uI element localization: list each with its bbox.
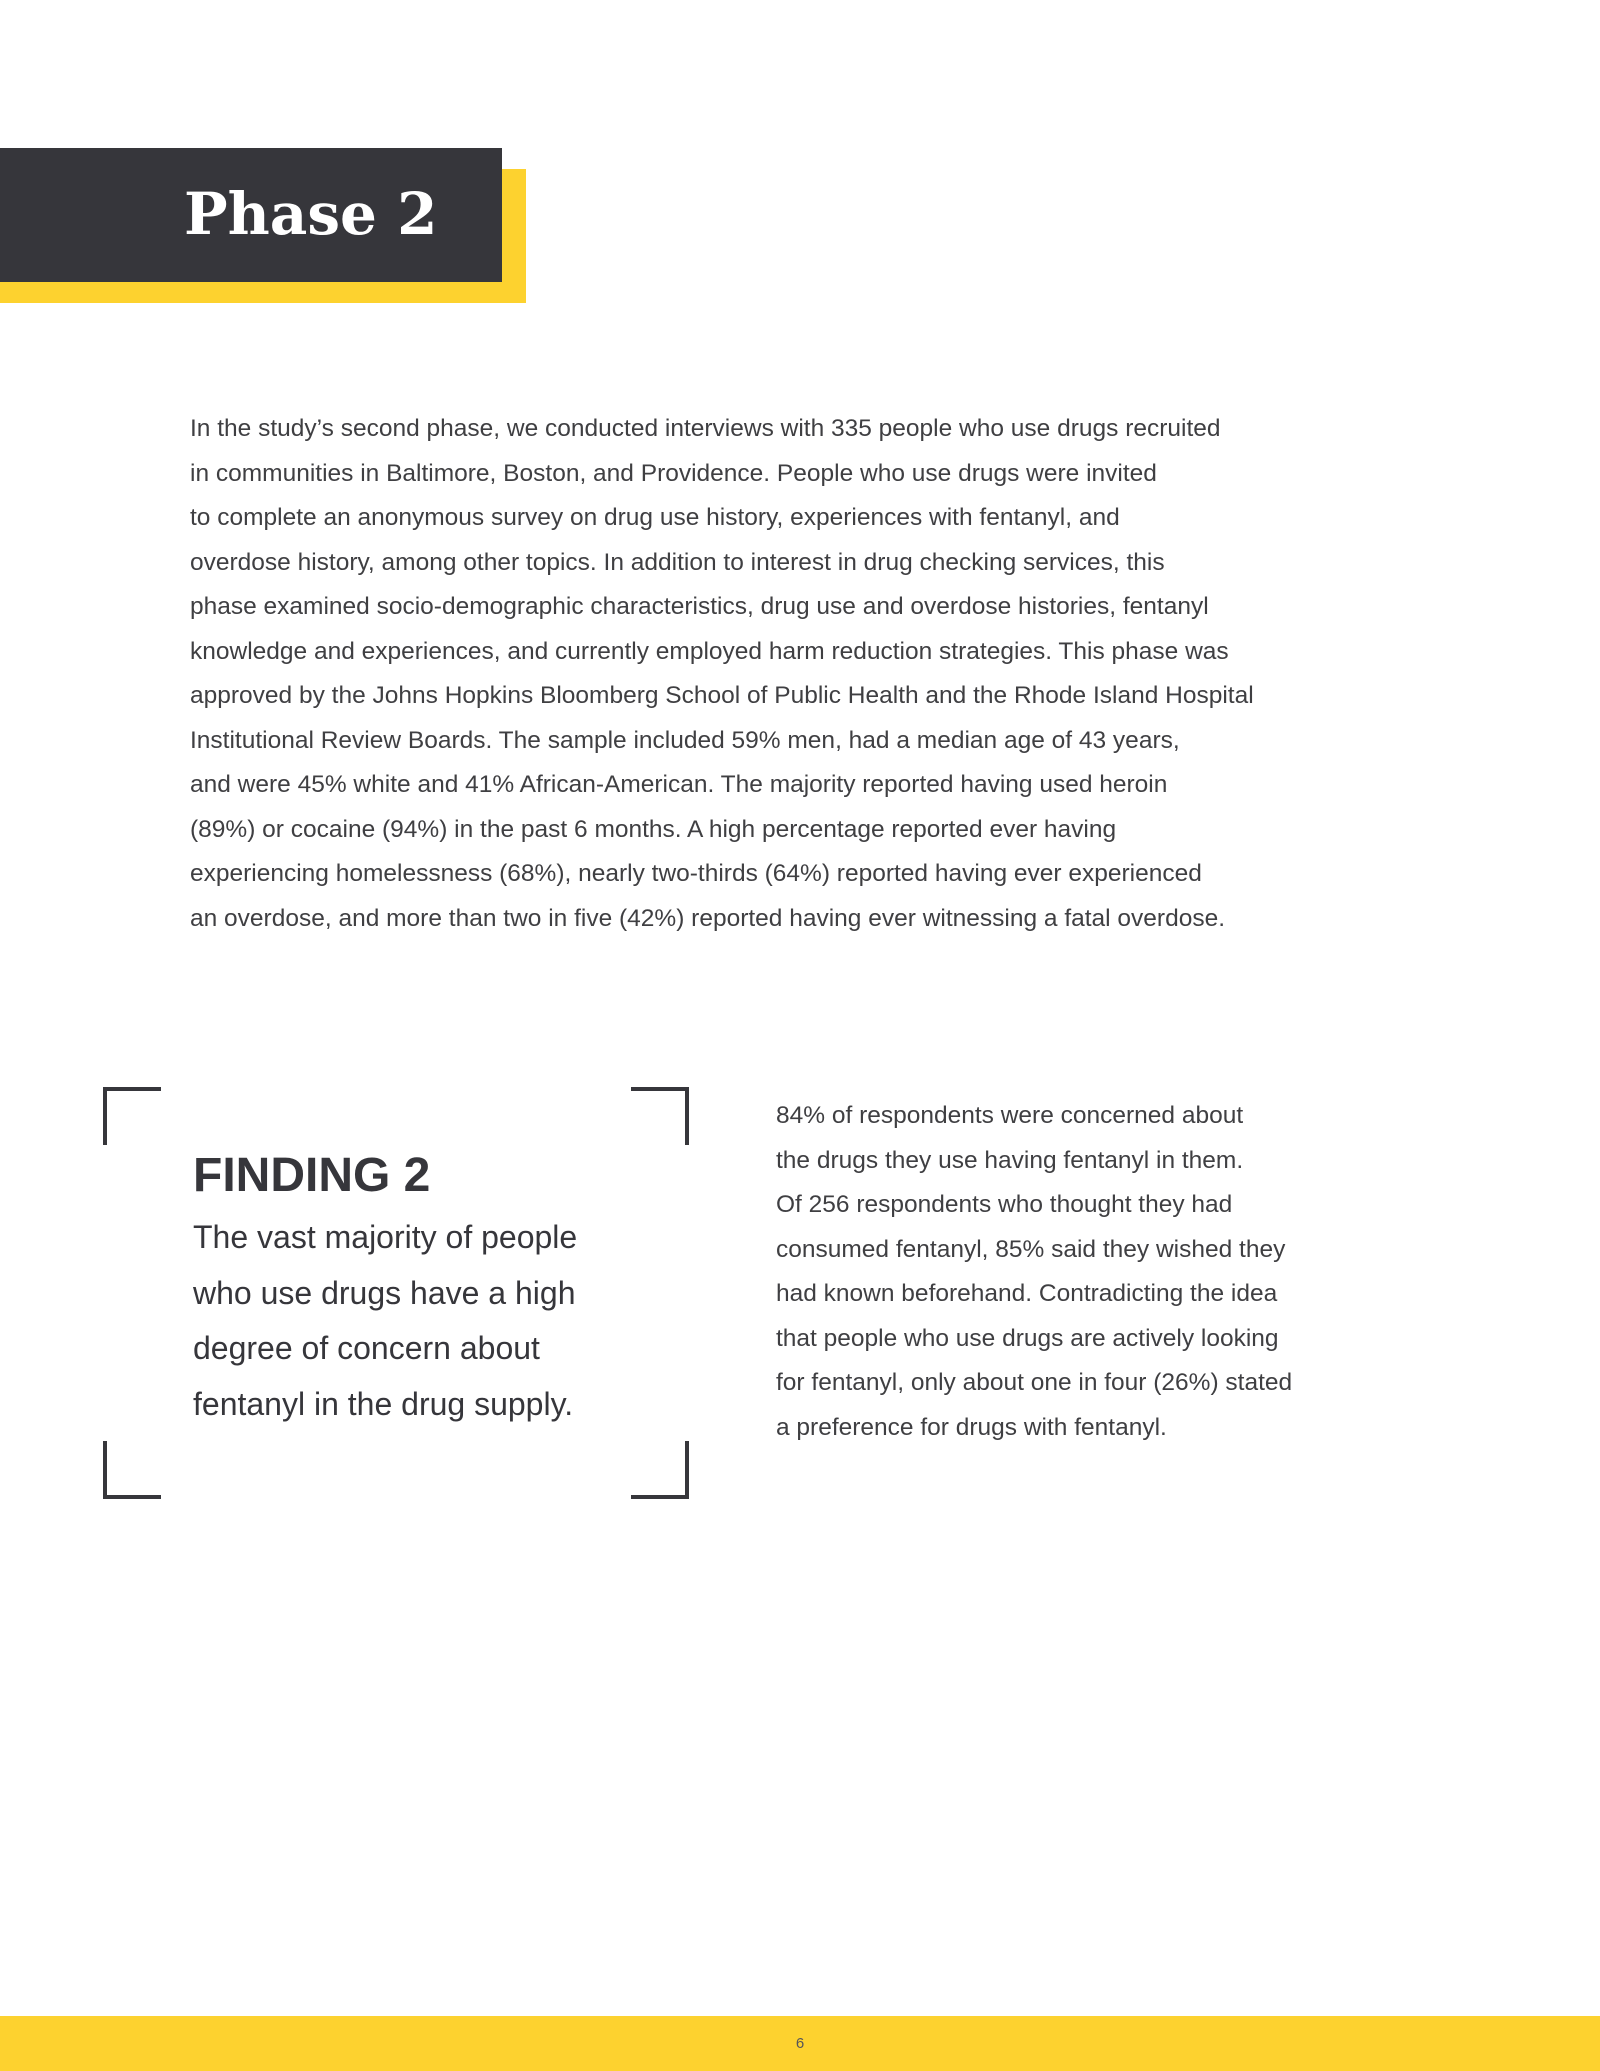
finding-statement: The vast majority of people who use drugs have a high degree of concern about fentanyl in the drug supply.: [193, 1219, 578, 1422]
finding-label: FINDING 2: [193, 1149, 431, 1202]
bracket-top-left-icon: [103, 1087, 161, 1145]
page-title: Phase 2: [184, 180, 438, 248]
bracket-bottom-right-icon: [631, 1441, 689, 1499]
bracket-top-right-icon: [631, 1087, 689, 1145]
intro-paragraph: In the study’s second phase, we conducted interviews with 335 people who use drugs recruited in communities in Baltimore, Boston, and Providence. People who use drugs were invited to complete an anonymous survey on drug use history, experiences with fentanyl, and overdose history, among other topics. In addition to interest in drug checking services, this phase examined socio-demographic characteristics, drug use and overdose histories, fentanyl knowledge and experiences, and currently employed harm reduction strategies. This phase was approved by the Johns Hopkins Bloomberg School of Public Health and the Rhode Island Hospital Institutional Review Boards. The sample included 59% men, had a median age of 43 years, and were 45% white and 41% African-American. The majority reported having used heroin (89%) or cocaine (94%) in the past 6 months. A high percentage reported ever having experiencing homelessness (68%), nearly two-thirds (64%) reported having ever experienced an overdose, and more than two in five (42%) reported having ever witnessing a fatal overdose.: [190, 415, 1254, 932]
bracket-bottom-left-icon: [103, 1441, 161, 1499]
page-number: 6: [795, 2035, 805, 2052]
finding-detail: 84% of respondents were concerned about the drugs they use having fentanyl in them. Of 256 respondents who thought they had consumed fentanyl, 85% said they wished they had known beforehand. Contradicting the idea that people who use drugs are actively looking for fentanyl, only about one in four (26%) stated a preference for drugs with fentanyl.: [776, 1102, 1293, 1441]
